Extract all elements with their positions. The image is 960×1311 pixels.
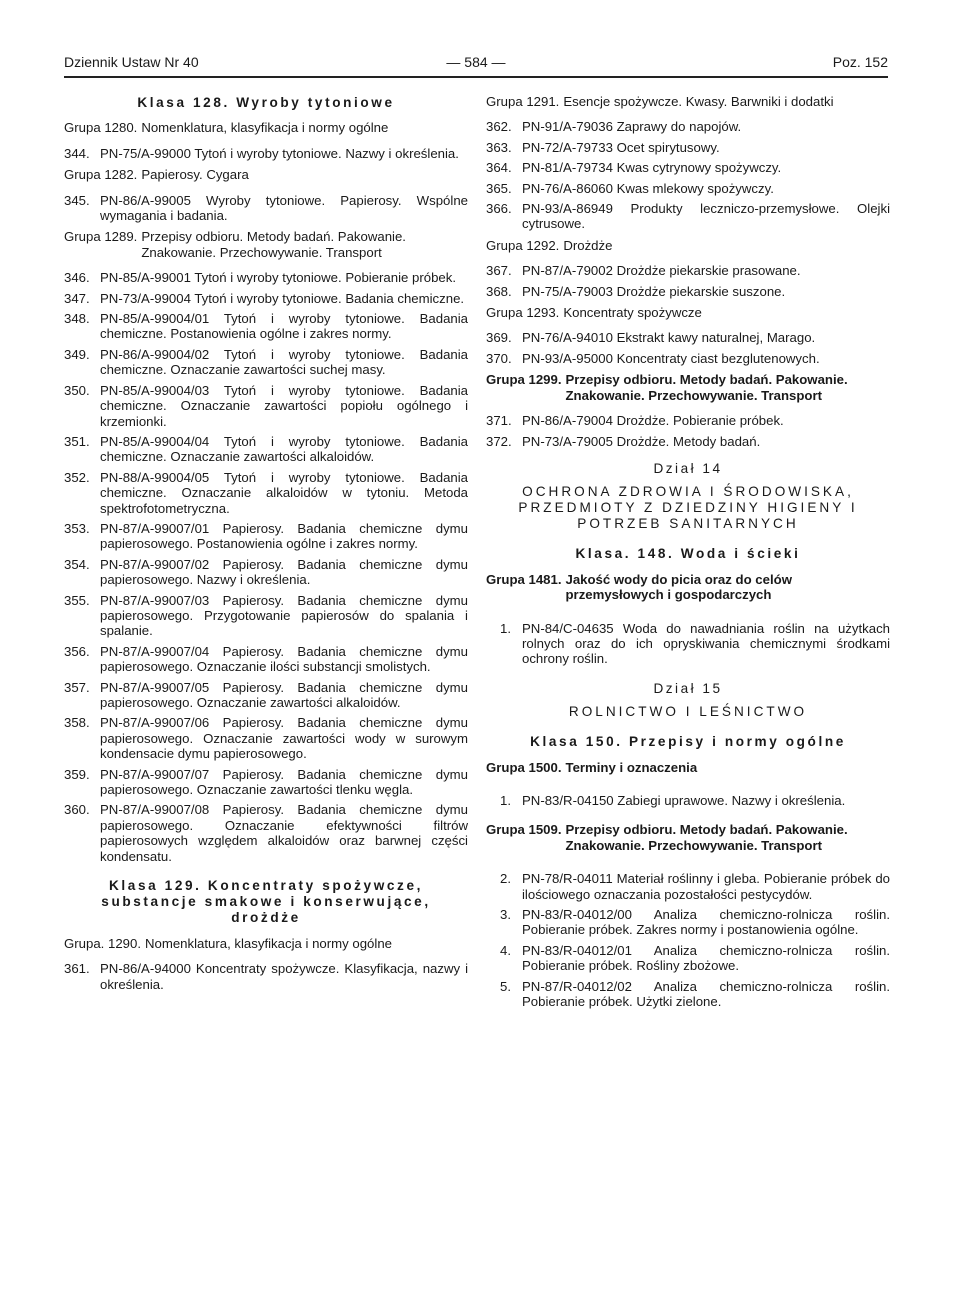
list-item bbox=[486, 263, 890, 278]
list-item bbox=[486, 434, 890, 449]
right-column bbox=[486, 92, 890, 1014]
division-heading: Dział 15 bbox=[653, 680, 723, 696]
item-text: PN-72/A-79733 Ocet spirytusowy. bbox=[522, 139, 720, 155]
list-item bbox=[64, 434, 468, 465]
list-item bbox=[64, 347, 468, 378]
item-text: PN-78/R-04011 Materiał roślinny i gleba. Pobieranie próbek do ilościowego oznaczania pozostałości pestycydów. bbox=[522, 871, 890, 902]
group-title: Nomenklatura, klasyfikacja i normy ogólne bbox=[144, 936, 392, 952]
item-text: PN-93/A-86949 Produkty leczniczo-przemysłowe. Olejki cytrusowe. bbox=[522, 201, 890, 232]
item-number: 358. bbox=[64, 715, 90, 731]
group-title: Przepisy odbioru. Metody badań. Pakowanie. Znakowanie. Przechowywanie. Transport bbox=[565, 822, 848, 853]
item-text: PN-83/R-04012/01 Analiza chemiczno-rolnicza roślin. Pobieranie próbek. Rośliny zbożowe. bbox=[522, 942, 890, 974]
item-number: 350. bbox=[64, 382, 90, 398]
group-heading bbox=[486, 372, 890, 403]
group-title: Przepisy odbioru. Metody badań. Pakowanie. Znakowanie. Przechowywanie. Transport bbox=[141, 229, 406, 260]
item-text: PN-75/A-99000 Tytoń i wyroby tytoniowe. Nazwy i określenia. bbox=[100, 145, 459, 161]
page-number: — 584 — bbox=[446, 54, 506, 70]
item-text: PN-85/A-99004/01 Tytoń i wyroby tytoniowe. Badania chemiczne. Postanowienia ogólne i zakres normy. bbox=[100, 311, 468, 342]
page-header bbox=[64, 55, 888, 75]
class-heading: Klasa. 148. Woda i ścieki bbox=[575, 546, 801, 562]
item-number: 369. bbox=[486, 330, 512, 346]
item-number: 353. bbox=[64, 520, 90, 536]
item-text: PN-86/A-79004 Drożdże. Pobieranie próbek. bbox=[522, 413, 784, 429]
item-text: PN-86/A-94000 Koncentraty spożywcze. Klasyfikacja, nazwy i określenia. bbox=[100, 961, 468, 992]
list-item bbox=[486, 907, 890, 938]
item-text: PN-87/A-99007/05 Papierosy. Badania chemiczne dymu papierosowego. Oznaczanie zawartości alkaloidów. bbox=[100, 679, 468, 710]
item-number: 1. bbox=[500, 620, 511, 636]
item-text: PN-84/C-04635 Woda do nawadniania roślin na użytkach rolnych oraz do ich opryskiwania chemicznymi środkami ochrony roślin. bbox=[522, 620, 890, 667]
item-number: 367. bbox=[486, 263, 512, 279]
item-text: PN-93/A-95000 Koncentraty ciast bezglutenowych. bbox=[522, 350, 820, 366]
item-number: 344. bbox=[64, 145, 90, 161]
header-rule bbox=[64, 76, 888, 78]
position-number: Poz. 152 bbox=[832, 54, 888, 70]
item-number: 370. bbox=[486, 350, 512, 366]
item-number: 355. bbox=[64, 592, 90, 608]
item-number: 360. bbox=[64, 802, 90, 818]
item-number: 2. bbox=[500, 871, 511, 887]
item-text: PN-86/A-99005 Wyroby tytoniowe. Papierosy. Wspólne wymagania i badania. bbox=[100, 192, 468, 224]
list-item bbox=[64, 383, 468, 429]
list-item bbox=[64, 193, 468, 224]
group-heading bbox=[486, 760, 890, 775]
group-label: Grupa 1292. bbox=[486, 237, 560, 253]
group-title: Terminy i oznaczenia bbox=[565, 759, 698, 775]
group-title: Przepisy odbioru. Metody badań. Pakowanie. Znakowanie. Przechowywanie. Transport bbox=[565, 372, 848, 403]
item-text: PN-91/A-79036 Zaprawy do napojów. bbox=[522, 119, 742, 135]
item-number: 363. bbox=[486, 139, 512, 155]
group-label: Grupa 1481. bbox=[486, 571, 562, 587]
list-item bbox=[486, 181, 890, 196]
item-text: PN-76/A-86060 Kwas mlekowy spożywczy. bbox=[522, 180, 774, 196]
item-text: PN-87/A-99007/02 Papierosy. Badania chemiczne dymu papierosowego. Nazwy i określenia. bbox=[100, 556, 468, 588]
list-item bbox=[64, 270, 468, 285]
group-label: Grupa 1289. bbox=[64, 229, 138, 245]
group-heading bbox=[486, 822, 890, 853]
list-item bbox=[486, 119, 890, 134]
item-number: 368. bbox=[486, 283, 512, 299]
group-title: Jakość wody do picia oraz do celów przemysłowych i gospodarczych bbox=[565, 571, 792, 603]
list-item bbox=[486, 943, 890, 974]
division-title: ROLNICTWO I LEŚNICTWO bbox=[568, 704, 808, 720]
spacer bbox=[486, 785, 890, 793]
item-number: 346. bbox=[64, 270, 90, 286]
item-number: 359. bbox=[64, 766, 90, 782]
group-label: Grupa 1509. bbox=[486, 822, 562, 838]
list-item bbox=[64, 470, 468, 516]
group-label: Grupa 1500. bbox=[486, 759, 562, 775]
list-item bbox=[486, 793, 890, 808]
item-number: 357. bbox=[64, 679, 90, 695]
list-item bbox=[486, 621, 890, 667]
list-item bbox=[486, 871, 890, 902]
item-number: 3. bbox=[500, 907, 511, 922]
item-number: 349. bbox=[64, 346, 90, 362]
item-text: PN-85/A-99004/03 Tytoń i wyroby tytoniowe. Badania chemiczne. Oznaczanie zawartości popiołu ogólnego i krzemionki. bbox=[100, 382, 468, 429]
item-number: 356. bbox=[64, 643, 90, 659]
list-item bbox=[64, 311, 468, 342]
item-number: 364. bbox=[486, 160, 512, 176]
list-item bbox=[64, 146, 468, 161]
item-text: PN-87/R-04012/02 Analiza chemiczno-rolnicza roślin. Pobieranie próbek. Użytki zielone. bbox=[522, 978, 890, 1010]
item-text: PN-83/R-04150 Zabiegi uprawowe. Nazwy i określenia. bbox=[522, 792, 846, 808]
item-text: PN-81/A-79734 Kwas cytrynowy spożywczy. bbox=[522, 160, 782, 176]
group-heading bbox=[486, 305, 890, 320]
list-item bbox=[64, 767, 468, 798]
class-heading: Klasa 128. Wyroby tytoniowe bbox=[137, 95, 395, 110]
item-number: 352. bbox=[64, 469, 90, 485]
list-item bbox=[486, 160, 890, 175]
list-item bbox=[64, 593, 468, 639]
group-label: Grupa 1280. bbox=[64, 120, 138, 136]
item-number: 348. bbox=[64, 311, 90, 327]
item-text: PN-85/A-99001 Tytoń i wyroby tytoniowe. Pobieranie próbek. bbox=[100, 270, 457, 286]
division-heading: Dział 14 bbox=[653, 460, 723, 476]
list-item bbox=[64, 557, 468, 588]
item-text: PN-73/A-99004 Tytoń i wyroby tytoniowe. Badania chemiczne. bbox=[100, 290, 465, 306]
group-label: Grupa 1282. bbox=[64, 167, 138, 183]
group-heading bbox=[486, 94, 890, 109]
group-title: Esencje spożywcze. Kwasy. Barwniki i dodatki bbox=[563, 94, 834, 109]
left-column bbox=[64, 92, 468, 997]
item-text: PN-87/A-99007/04 Papierosy. Badania chemiczne dymu papierosowego. Oznaczanie ilości substancji smolistych. bbox=[100, 643, 468, 675]
group-heading bbox=[64, 229, 468, 260]
group-title: Drożdże bbox=[563, 237, 613, 253]
item-text: PN-86/A-99004/02 Tytoń i wyroby tytoniowe. Badania chemiczne. Oznaczanie zawartości suchej masy. bbox=[100, 346, 468, 378]
list-item bbox=[486, 979, 890, 1010]
item-text: PN-76/A-94010 Ekstrakt kawy naturalnej, Marago. bbox=[522, 330, 816, 346]
list-item bbox=[486, 201, 890, 232]
item-number: 372. bbox=[486, 433, 512, 449]
item-number: 361. bbox=[64, 961, 90, 977]
item-number: 347. bbox=[64, 290, 90, 306]
list-item bbox=[486, 140, 890, 155]
list-item bbox=[486, 330, 890, 345]
list-item bbox=[64, 802, 468, 864]
list-item bbox=[64, 680, 468, 711]
item-text: PN-87/A-99007/01 Papierosy. Badania chemiczne dymu papierosowego. Postanowienia ogólne i zakres normy. bbox=[100, 520, 468, 552]
group-label: Grupa 1299. bbox=[486, 372, 562, 388]
item-number: 345. bbox=[64, 192, 90, 208]
item-number: 1. bbox=[500, 792, 511, 808]
list-item bbox=[64, 961, 468, 992]
journal-title: Dziennik Ustaw Nr 40 bbox=[64, 54, 199, 70]
item-number: 351. bbox=[64, 433, 90, 449]
group-title: Koncentraty spożywcze bbox=[563, 305, 702, 321]
list-item bbox=[64, 715, 468, 761]
item-number: 365. bbox=[486, 180, 512, 196]
group-heading bbox=[486, 572, 890, 603]
item-number: 4. bbox=[500, 942, 511, 958]
group-title: Papierosy. Cygara bbox=[141, 167, 249, 183]
class-heading: Klasa 129. Koncentraty spożywcze, substancje smakowe i konserwujące, drożdże bbox=[101, 878, 431, 926]
division-title: OCHRONA ZDROWIA I ŚRODOWISKA, PRZEDMIOTY Z DZIEDZINY HIGIENY I POTRZEB SANITARNYCH bbox=[518, 484, 858, 532]
item-text: PN-87/A-99007/03 Papierosy. Badania chemiczne dymu papierosowego. Przygotowanie papierosów do spalania i spalanie. bbox=[100, 592, 468, 639]
item-text: PN-87/A-99007/06 Papierosy. Badania chemiczne dymu papierosowego. Oznaczanie zawartości wody w surowym kondensacie dymu papierosowego. bbox=[100, 715, 468, 762]
item-text: PN-85/A-99004/04 Tytoń i wyroby tytoniowe. Badania chemiczne. Oznaczanie zawartości alkaloidów. bbox=[100, 433, 468, 465]
item-text: PN-87/A-79002 Drożdże piekarskie prasowane. bbox=[522, 263, 801, 279]
item-text: PN-87/A-99007/08 Papierosy. Badania chemiczne dymu papierosowego. Oznaczanie efektywności filtrów papierosowych względem alkaloidów oraz barwnej części kondensatu. bbox=[100, 802, 468, 864]
group-heading bbox=[64, 936, 468, 951]
class-heading: Klasa 150. Przepisy i normy ogólne bbox=[530, 734, 846, 750]
group-heading bbox=[64, 120, 468, 135]
item-text: PN-73/A-79005 Drożdże. Metody badań. bbox=[522, 433, 761, 449]
item-text: PN-75/A-79003 Drożdże piekarskie suszone. bbox=[522, 283, 786, 299]
item-number: 366. bbox=[486, 201, 512, 217]
item-number: 5. bbox=[500, 978, 511, 994]
item-number: 362. bbox=[486, 119, 512, 135]
group-label: Grupa 1293. bbox=[486, 305, 560, 321]
list-item bbox=[64, 521, 468, 552]
item-text: PN-83/R-04012/00 Analiza chemiczno-rolnicza roślin. Pobieranie próbek. Zakres normy i postanowienia ogólne. bbox=[522, 907, 890, 938]
spacer bbox=[486, 863, 890, 871]
list-item bbox=[486, 413, 890, 428]
list-item bbox=[64, 291, 468, 306]
group-heading bbox=[486, 238, 890, 253]
item-number: 371. bbox=[486, 413, 512, 429]
item-text: PN-88/A-99004/05 Tytoń i wyroby tytoniowe. Badania chemiczne. Oznaczanie alkaloidów w tytoniu. Metoda spektrofotometryczna. bbox=[100, 469, 468, 516]
item-text: PN-87/A-99007/07 Papierosy. Badania chemiczne dymu papierosowego. Oznaczanie zawartości tlenku węgla. bbox=[100, 766, 468, 798]
item-number: 354. bbox=[64, 556, 90, 572]
list-item bbox=[486, 284, 890, 299]
spacer bbox=[486, 613, 890, 621]
group-label: Grupa 1291. bbox=[486, 94, 560, 109]
list-item bbox=[486, 351, 890, 366]
group-title: Nomenklatura, klasyfikacja i normy ogólne bbox=[141, 120, 389, 136]
group-heading bbox=[64, 167, 468, 182]
group-label: Grupa. 1290. bbox=[64, 936, 141, 952]
list-item bbox=[64, 644, 468, 675]
